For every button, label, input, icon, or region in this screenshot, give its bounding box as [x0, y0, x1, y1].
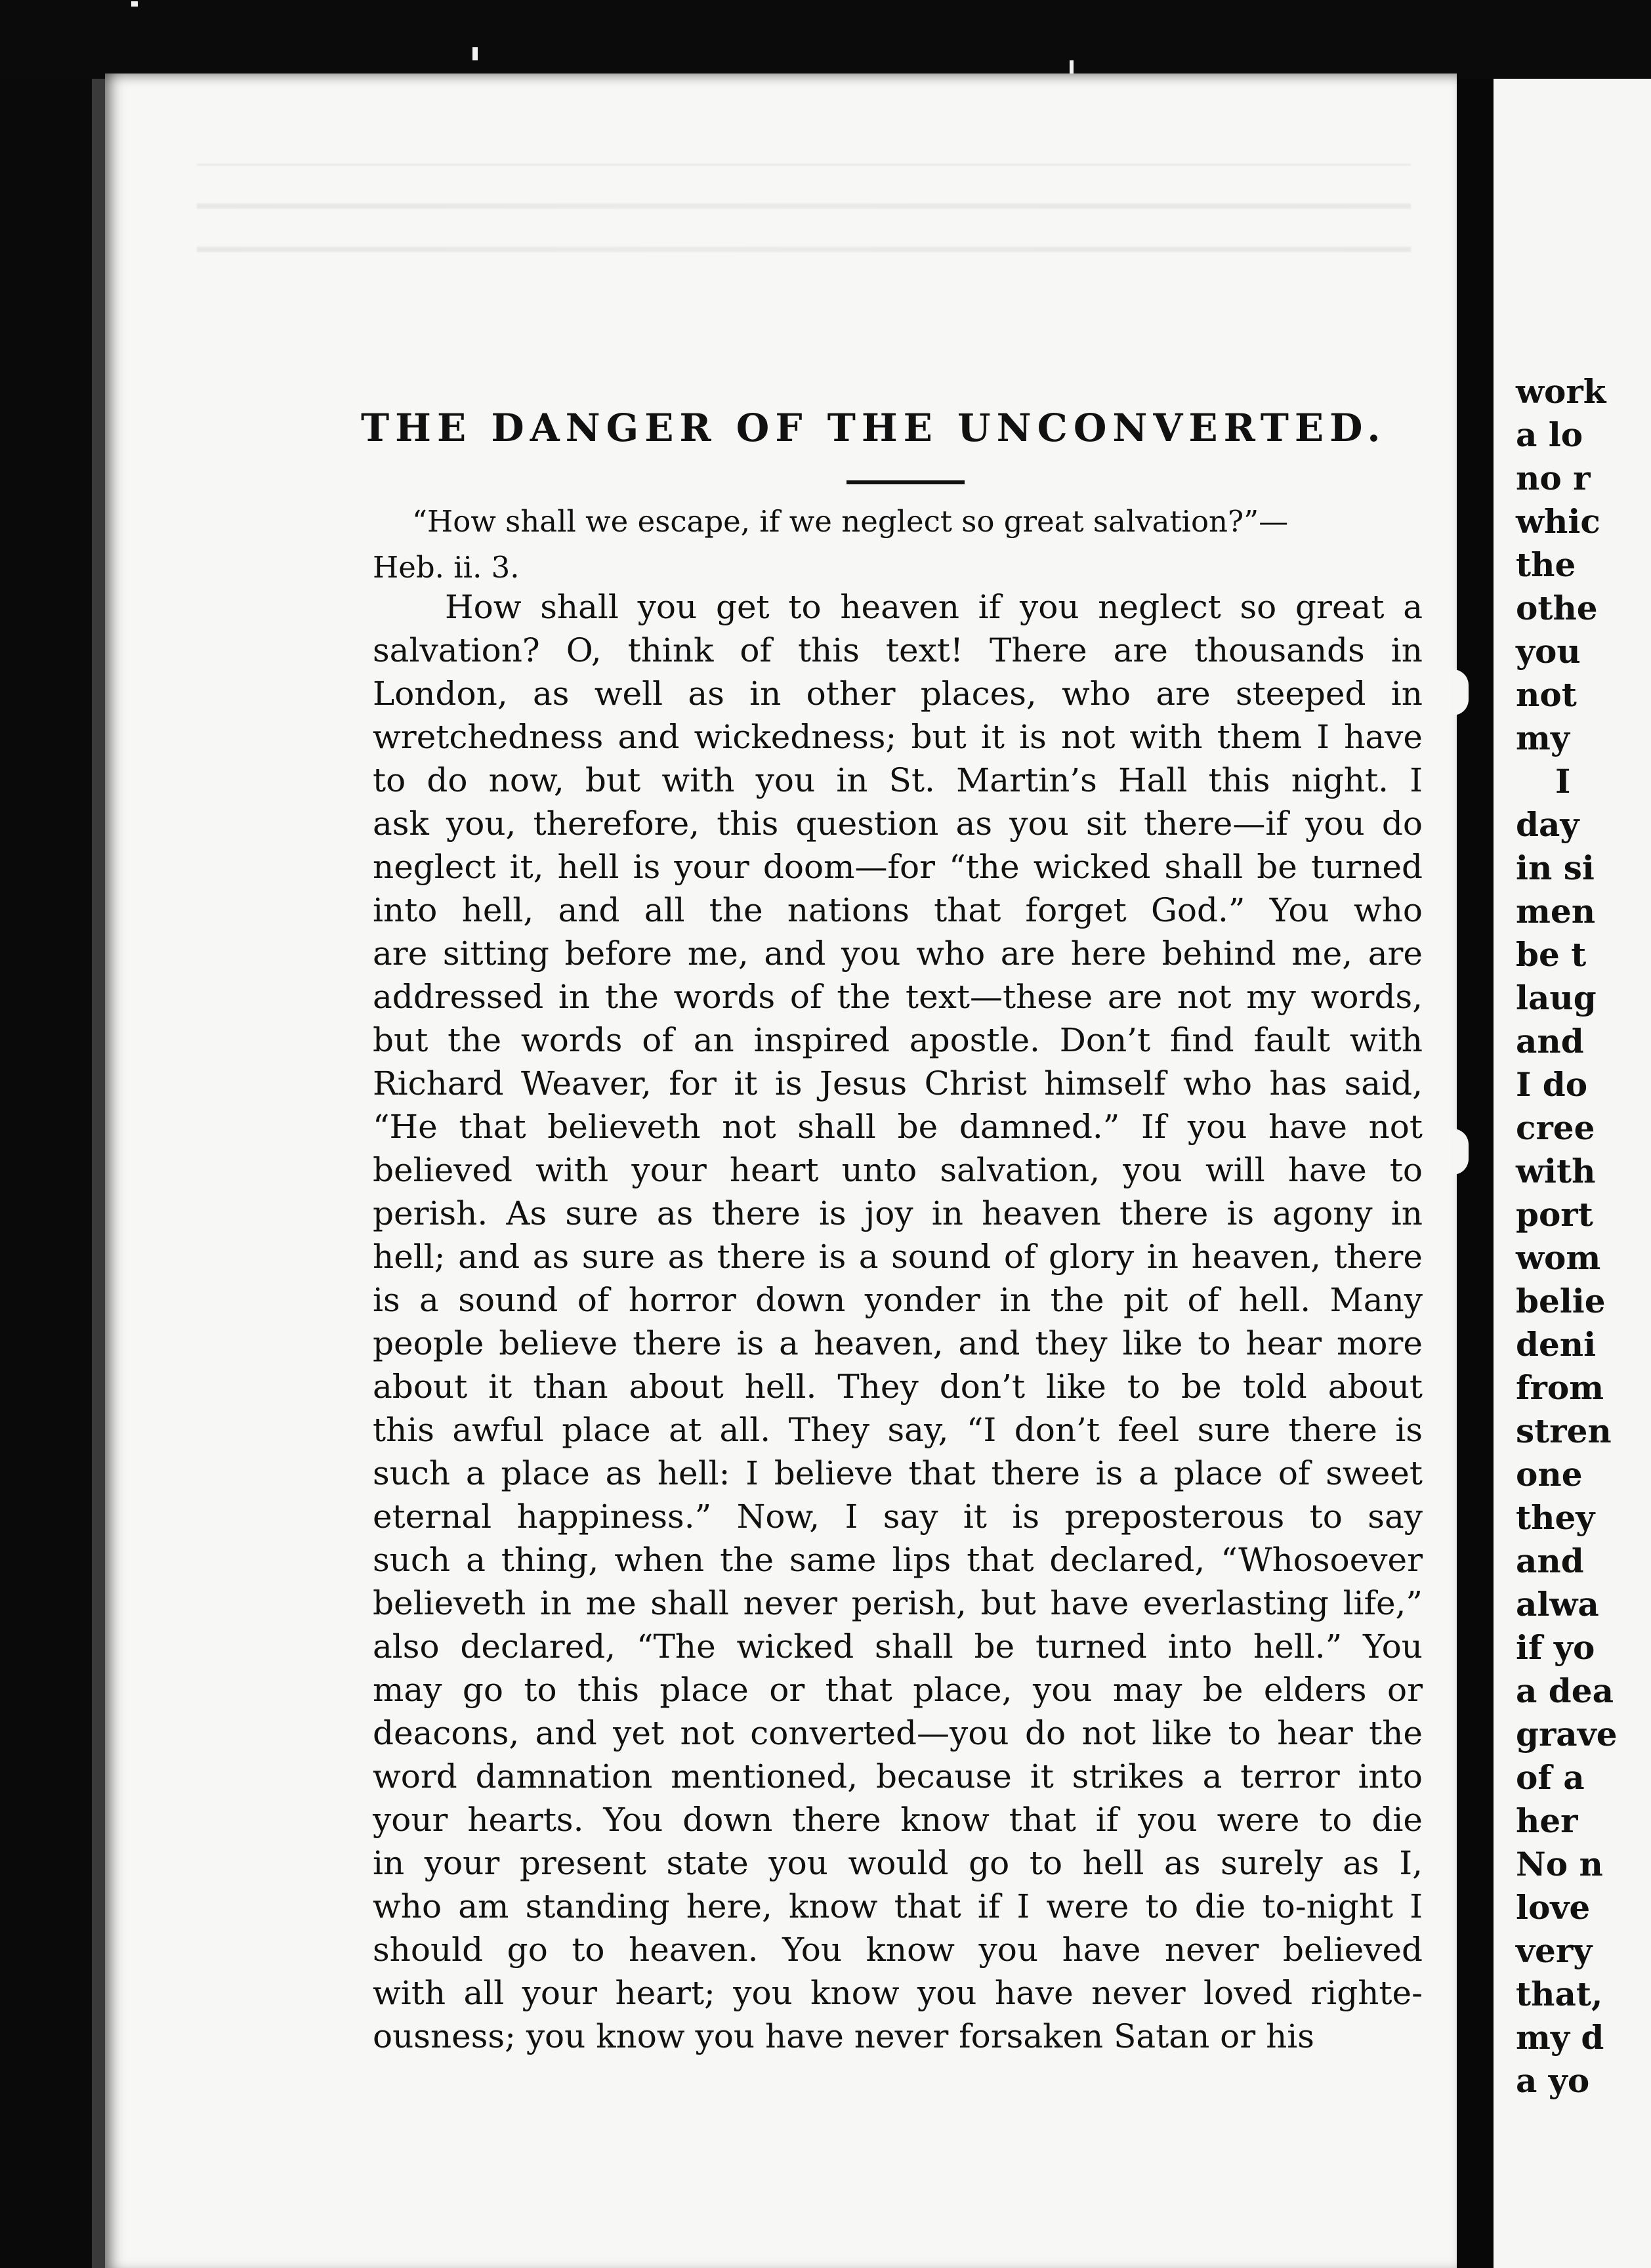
book-gutter: [1457, 79, 1494, 2268]
body-line: “He that believeth not shall be damned.” If you have not: [373, 1108, 1423, 1146]
body-line: about it than about hell. They don’t like to be told about: [373, 1368, 1423, 1406]
facing-page-line: the: [1516, 545, 1576, 584]
facing-page-line: love: [1516, 1888, 1591, 1927]
facing-page-line: her: [1516, 1801, 1578, 1840]
epigraph-line: “How shall we escape, if we neglect so great salvation?”—: [412, 504, 1289, 539]
facing-page-line: day: [1516, 805, 1579, 844]
body-line: this awful place at all. They say, “I don’t feel sure there is: [373, 1411, 1423, 1449]
scan-speck: [472, 47, 478, 60]
body-line: addressed in the words of the text—these are not my words,: [373, 978, 1423, 1016]
scan-speck: [131, 1, 138, 7]
body-line: with all your heart; you know you have never loved righte-: [373, 1974, 1423, 2012]
body-line: but the words of an inspired apostle. Don’t find fault with: [373, 1021, 1423, 1059]
facing-page-line: and: [1516, 1542, 1584, 1580]
body-line: ask you, therefore, this question as you sit there—if you do: [373, 805, 1423, 843]
facing-page-line: deni: [1516, 1325, 1597, 1364]
facing-page-line: not: [1516, 675, 1577, 714]
facing-page-line: No n: [1516, 1845, 1603, 1883]
facing-page-line: whic: [1516, 502, 1600, 541]
body-line: your hearts. You down there know that if you were to die: [373, 1801, 1423, 1839]
facing-page-line: with: [1516, 1152, 1596, 1190]
epigraph-citation: Heb. ii. 3.: [373, 550, 520, 585]
epigraph: [373, 499, 1423, 591]
facing-page-line: a yo: [1516, 2061, 1590, 2100]
facing-page-line: work: [1516, 372, 1606, 411]
facing-page-line: of a: [1516, 1758, 1585, 1797]
body-line: ousness; you know you have never forsaken Satan or his: [373, 2017, 1314, 2055]
facing-page-line: they: [1516, 1498, 1595, 1537]
facing-page-text: [1516, 370, 1651, 2103]
title-rule: [846, 480, 965, 484]
body-line: also declared, “The wicked shall be turned into hell.” You: [373, 1628, 1423, 1666]
facing-page-line: othe: [1516, 589, 1598, 627]
facing-page-line: I do: [1516, 1065, 1588, 1104]
facing-page-line: cree: [1516, 1108, 1595, 1147]
body-line: into hell, and all the nations that forget God.” You who: [373, 891, 1423, 929]
bleed-through-shadow: [197, 164, 1411, 270]
body-line: such a place as hell: I believe that there is a place of sweet: [373, 1454, 1423, 1492]
facing-page-line: alwa: [1516, 1585, 1599, 1624]
body-line: are sitting before me, and you who are here behind me, are: [373, 934, 1423, 973]
facing-page-line: my: [1516, 719, 1570, 757]
bleed-through-line: [197, 203, 1411, 209]
body-line: to do now, but with you in St. Martin’s Hall this night. I: [373, 761, 1423, 799]
body-line: believed with your heart unto salvation, you will have to: [373, 1151, 1423, 1189]
body-line: believeth in me shall never perish, but have everlasting life,”: [373, 1584, 1423, 1622]
body-line: How shall you get to heaven if you neglect so great a: [445, 588, 1423, 626]
facing-page-line: port: [1516, 1195, 1593, 1234]
body-line: eternal happiness.” Now, I say it is preposterous to say: [373, 1498, 1423, 1536]
body-line: should go to heaven. You know you have never believed: [373, 1931, 1423, 1969]
facing-page-line: belie: [1516, 1282, 1606, 1320]
body-line: salvation? O, think of this text! There are thousands in: [373, 631, 1423, 669]
facing-page-line: if yo: [1516, 1628, 1595, 1667]
facing-page-line: that,: [1516, 1975, 1603, 2013]
facing-page-line: wom: [1516, 1238, 1601, 1277]
facing-page-line: stren: [1516, 1412, 1612, 1450]
facing-page-line: you: [1516, 632, 1581, 671]
body-line: is a sound of horror down yonder in the pit of hell. Many: [373, 1281, 1423, 1319]
facing-page-line: a dea: [1516, 1671, 1614, 1710]
chapter-title: THE DANGER OF THE UNCONVERTED.: [361, 406, 1387, 450]
facing-page-line: a lo: [1516, 415, 1583, 454]
body-line: who am standing here, know that if I were to die to-night I: [373, 1887, 1423, 1925]
facing-page-line: very: [1516, 1931, 1593, 1970]
facing-page-line: grave: [1516, 1715, 1618, 1754]
facing-page-line: I: [1555, 762, 1571, 801]
body-line: neglect it, hell is your doom—for “the wicked shall be turned: [373, 848, 1423, 886]
body-line: people believe there is a heaven, and they like to hear more: [373, 1324, 1423, 1362]
facing-page-line: no r: [1516, 459, 1591, 497]
body-line: London, as well as in other places, who are steeped in: [373, 675, 1423, 713]
body-line: deacons, and yet not converted—you do not like to hear the: [373, 1714, 1423, 1752]
scan-border-top: [0, 0, 1651, 79]
body-line: may go to this place or that place, you may be elders or: [373, 1671, 1423, 1709]
facing-page-line: one: [1516, 1455, 1583, 1494]
body-line: such a thing, when the same lips that declared, “Whosoever: [373, 1541, 1423, 1579]
facing-page: [1494, 79, 1651, 2268]
body-line: word damnation mentioned, because it strikes a terror into: [373, 1757, 1423, 1796]
bleed-through-line: [197, 247, 1411, 252]
facing-page-line: men: [1516, 892, 1596, 931]
facing-page-line: laug: [1516, 978, 1597, 1017]
facing-page-line: be t: [1516, 935, 1587, 974]
body-line: Richard Weaver, for it is Jesus Christ himself who has said,: [373, 1064, 1423, 1102]
body-line: wretchedness and wickedness; but it is not with them I have: [373, 718, 1423, 756]
body-line: in your present state you would go to hell as surely as I,: [373, 1844, 1423, 1882]
body-line: perish. As sure as there is joy in heaven there is agony in: [373, 1194, 1423, 1232]
body-paragraph: [373, 585, 1423, 2058]
facing-page-line: from: [1516, 1368, 1604, 1407]
facing-page-line: and: [1516, 1022, 1584, 1060]
facing-page-line: my d: [1516, 2018, 1604, 2057]
body-line: hell; and as sure as there is a sound of glory in heaven, there: [373, 1238, 1423, 1276]
facing-page-line: in si: [1516, 849, 1595, 887]
